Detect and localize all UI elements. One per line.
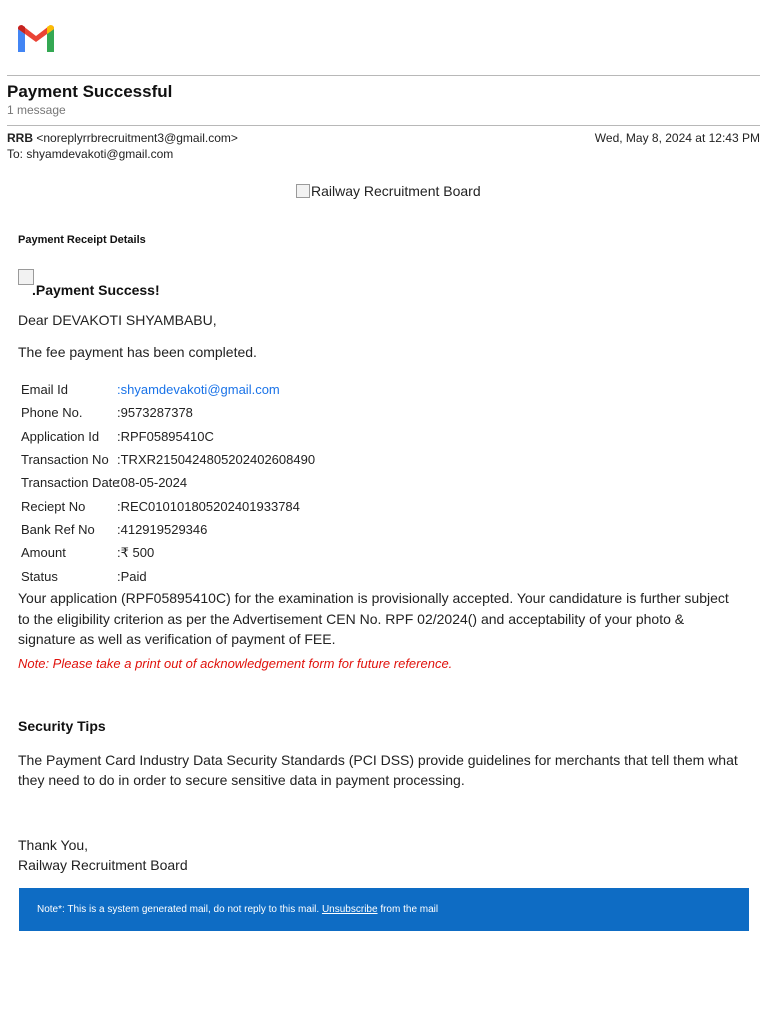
- receipt-details-table: [21, 378, 421, 588]
- detail-value: :TRXR2150424805202402608490: [117, 452, 316, 468]
- detail-row-transaction-date: [21, 471, 421, 494]
- footer-suffix: from the mail: [380, 904, 439, 915]
- email-link[interactable]: :shyamdevakoti@gmail.com: [117, 382, 280, 398]
- detail-row-bank-ref: [21, 518, 421, 541]
- security-tips-title: Security Tips: [18, 718, 106, 734]
- detail-row-amount: [21, 541, 421, 564]
- subject-divider: [7, 125, 760, 126]
- sender-line: [7, 131, 238, 145]
- detail-value: :9573287378: [117, 405, 193, 421]
- banner-alt-text: Railway Recruitment Board: [311, 183, 481, 199]
- gmail-logo-icon: [15, 22, 57, 54]
- detail-row-phone: [21, 401, 421, 424]
- detail-row-status: [21, 564, 421, 587]
- sender-name: RRB: [7, 131, 33, 145]
- footer-note-bar: [19, 888, 749, 931]
- recipient-line: To: shyamdevakoti@gmail.com: [7, 147, 174, 161]
- detail-value: :₹ 500: [117, 544, 155, 560]
- header-divider: [7, 75, 760, 76]
- detail-label: Transaction Date: [21, 475, 120, 491]
- detail-row-receipt-no: [21, 494, 421, 517]
- detail-label: Transaction No: [21, 452, 109, 468]
- message-count: 1 message: [7, 103, 66, 117]
- detail-label: Reciept No: [21, 498, 86, 514]
- acceptance-paragraph: Your application (RPF05895410C) for the examination is provisionally accepted. Your candidature is further subject to the eligibility criterion as per the Advertisement CEN No. RPF 02/2024() and acceptability of your photo & signature as well as verification of payment of FEE.: [18, 590, 729, 647]
- security-tips-text: The Payment Card Industry Data Security Standards (PCI DSS) provide guidelines for merchants that tell them what they need to do in order to secure sensitive data in payment processing.: [18, 752, 738, 788]
- detail-label: Application Id: [21, 428, 100, 444]
- print-note: Note: Please take a print out of acknowledgement form for future reference.: [18, 656, 453, 671]
- detail-row-application-id: [21, 425, 421, 448]
- greeting: Dear DEVAKOTI SHYAMBABU,: [18, 312, 217, 328]
- unsubscribe-link[interactable]: Unsubscribe: [321, 904, 378, 915]
- detail-value: :REC010101805202401933784: [117, 498, 300, 514]
- signature-block: [18, 836, 188, 875]
- detail-label: Email Id: [21, 382, 68, 398]
- detail-label: Amount: [21, 545, 66, 561]
- email-date: Wed, May 8, 2024 at 12:43 PM: [594, 131, 760, 145]
- success-heading: .Payment Success!: [32, 282, 160, 298]
- detail-label: Phone No.: [21, 405, 83, 421]
- detail-value: :08-05-2024: [117, 475, 188, 491]
- thanks-line: Thank You,: [18, 837, 89, 853]
- detail-value: :RPF05895410C: [117, 428, 214, 444]
- detail-row-email: [21, 378, 421, 401]
- rrb-banner-image: [296, 183, 481, 199]
- detail-label: Status: [21, 568, 58, 584]
- footer-prefix: Note*: This is a system generated mail, do not reply to this mail.: [37, 904, 320, 915]
- broken-image-icon: [296, 184, 310, 198]
- email-subject: Payment Successful: [7, 82, 173, 101]
- detail-value: :412919529346: [117, 521, 208, 537]
- footer-text: [19, 904, 438, 915]
- receipt-title: Payment Receipt Details: [18, 234, 146, 246]
- detail-value: :Paid: [117, 568, 147, 584]
- sender-email: <noreplyrrbrecruitment3@gmail.com>: [36, 131, 238, 145]
- detail-row-transaction-no: [21, 448, 421, 471]
- completed-text: The fee payment has been completed.: [18, 344, 257, 360]
- organization-name: Railway Recruitment Board: [18, 856, 188, 873]
- detail-label: Bank Ref No: [21, 521, 95, 537]
